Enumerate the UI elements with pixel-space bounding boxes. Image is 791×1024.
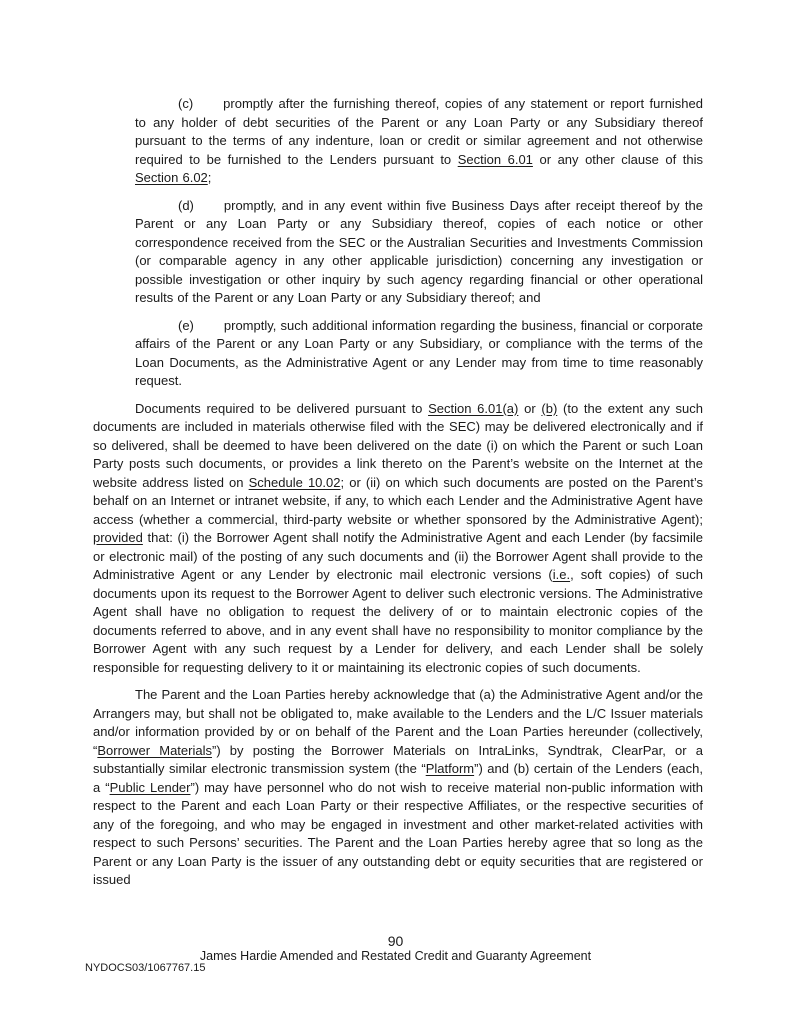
text-run: that: (i) the Borrower Agent shall notify the Administrative Agent and each Lender (by facsimile or electronic mail) of the posting of any such documents and (ii) the Borrower Agent shall provide to the Administrative Agent or any Lender by electronic mail electronic versions ( — [93, 530, 703, 582]
underlined-reference: i.e. — [552, 567, 571, 582]
document-body — [93, 95, 703, 899]
text-run: ”) and (b) certain of the Lenders (each, a “ — [93, 761, 703, 795]
text-run: (e) — [178, 317, 194, 333]
paragraph — [135, 95, 703, 188]
footer-document-title: James Hardie Amended and Restated Credit and Guaranty Agreement — [199, 949, 592, 963]
text-run: ”) by posting the Borrower Materials on IntraLinks, Syndtrak, ClearPar, or a substantially similar electronic transmission system (the “ — [93, 742, 703, 776]
underlined-reference: Borrower Materials — [97, 742, 212, 758]
text-run: ; — [207, 170, 212, 185]
text-run: promptly after the furnishing thereof, copies of any statement or report furnished to any holder of debt securities of the Parent or any Loan Party or any Subsidiary thereof pursuant to the terms of any indenture, loan or credit or similar agreement and not otherwise required to be furnished to the Lenders pursuant to — [135, 96, 703, 167]
underlined-reference: (b) — [541, 400, 558, 416]
underlined-reference: provided — [93, 530, 143, 545]
text-run: or any other clause of this — [532, 151, 703, 167]
text-run: The Parent and the Loan Parties hereby acknowledge that (a) the Administrative Agent and/or the Arrangers may, but shall not be obligated to, make available to the Lenders and the L/C Issuer materials and/or information provided by or on behalf of the Parent and the Loan Parties hereunder (collectively, “ — [93, 687, 703, 758]
underlined-reference: Schedule 10.02 — [248, 474, 341, 490]
paragraph — [93, 686, 703, 890]
underlined-reference: Public Lender — [109, 779, 191, 795]
paragraph — [135, 197, 703, 308]
underlined-reference: Section 6.02 — [135, 170, 208, 185]
text-run: (d) — [178, 197, 194, 213]
text-run: Documents required to be delivered pursuant to — [135, 400, 429, 416]
text-run: , soft copies) of such documents upon its request to the Borrower Agent to deliver such electronic versions. The Administrative Agent shall have no obligation to request the delivery of or to maintain electronic copies of the documents referred to above, and in any event shall have no responsibility to monitor compliance by the Borrower Agent with any such request by a Lender for delivery, and each Lender shall be solely responsible for requesting delivery to it or maintaining its electronic copies of such documents. — [93, 567, 703, 675]
underlined-reference: Section 6.01 — [457, 151, 533, 167]
page-number: 90 — [387, 933, 404, 949]
underlined-reference: Platform — [425, 761, 475, 776]
paragraph — [135, 317, 703, 391]
text-run: or — [518, 400, 542, 416]
text-run: promptly, and in any event within five Business Days after receipt thereof by the Parent or any Loan Party or any Subsidiary thereof, copies of each notice or other correspondence received from the SEC or the Australian Securities and Investments Commission (or comparable agency in any other applicable jurisdiction) concerning any investigation or possible investigation or other inquiry by such agency regarding financial or other operational results of the Parent or any Loan Party or any Subsidiary thereof; and — [135, 197, 703, 305]
text-run: ; or (ii) on which such documents are posted on the Parent’s behalf on an Internet or intranet website, if any, to which each Lender and the Administrative Agent have access (whether a commercial, third-party website or whether sponsored by the Administrative Agent); — [93, 474, 703, 527]
paragraph — [93, 400, 703, 678]
underlined-reference: Section 6.01(a) — [428, 400, 519, 416]
text-run: promptly, such additional information regarding the business, financial or corporate affairs of the Parent or any Loan Party or any Subsidiary, or compliance with the terms of the Loan Documents, as the Administrative Agent or any Lender may from time to time reasonably request. — [135, 317, 703, 388]
text-run: ”) may have personnel who do not wish to receive material non-public information with respect to the Parent and each Loan Party or their respective Affiliates, or the respective securities of any of the foregoing, and who may be engaged in investment and other market-related activities with respect to such Persons’ securities. The Parent and the Loan Parties hereby agree that so long as the Parent or any Loan Party is the issuer of any outstanding debt or equity securities that are registered or issued — [93, 779, 703, 887]
text-run: (to the extent any such documents are included in materials otherwise filed with the SEC) may be delivered electronically and if so delivered, shall be deemed to have been delivered on the date (i) on which the Parent or such Loan Party posts such documents, or provides a link thereto on the Parent’s website on the Internet at the website address listed on — [93, 400, 704, 490]
document-reference-number: NYDOCS03/1067767.15 — [85, 962, 206, 974]
text-run: (c) — [178, 96, 194, 111]
